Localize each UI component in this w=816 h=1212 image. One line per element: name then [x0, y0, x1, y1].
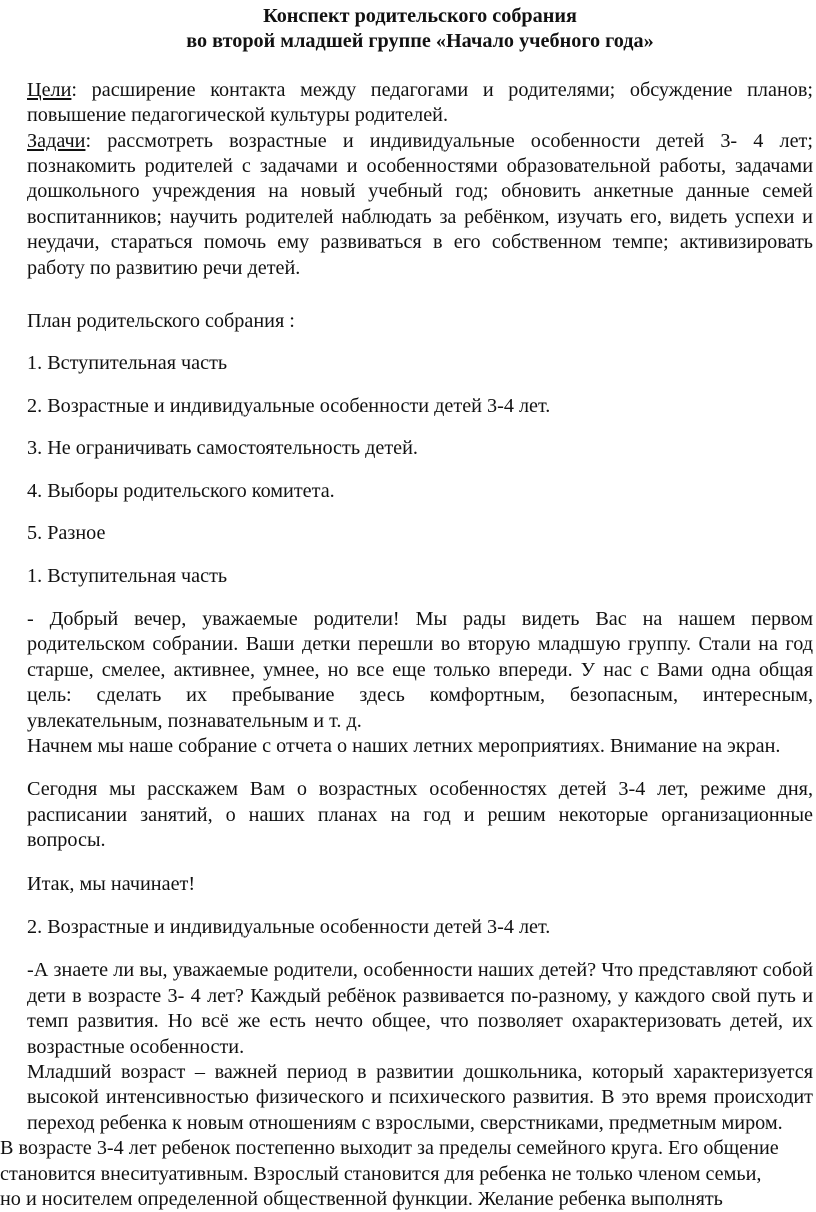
- plan-item-1: 1. Вступительная часть: [27, 352, 228, 375]
- section-1-heading: 1. Вступительная часть: [27, 564, 228, 587]
- tasks-text: : рассмотреть возрастные и индивидуальные особенности детей 3- 4 лет; познакомить родителей с задачами и особенностями образовательной работы, задачами дошкольного учреждения на новый учебный год; обновить анкетные данные семей воспитанников; научить родителей наблюдать за ребёнком, изучать его, видеть успехи и неудачи, стараться помочь ему развиваться в его собственном темпе; активизировать работу по развитию речи детей.: [27, 129, 813, 279]
- section-2-intro: -А знаете ли вы, уважаемые родители, особенности наших детей? Что представляют собой дети в возрасте 3- 4 лет? Каждый ребёнок развивается по-разному, у каждого свой путь и темп развития. Но всё же есть нечто общее, что позволяет охарактеризовать детей, их возрастные особенности.: [27, 959, 813, 1058]
- section-1-greeting: - Добрый вечер, уважаемые родители! Мы рады видеть Вас на нашем первом родительском собрании. Ваши детки перешли во вторую младшую группу. Стали на год старше, смелее, активнее, умнее, но все еще только впереди. У нас с Вами одна общая цель: сделать их пребывание здесь комфортным, безопасным, интересным, увлекательным, познавательным и т. д.: [27, 607, 813, 732]
- section-2-line-2: становится внеситуативным. Взрослый становится для ребенка не только членом семьи,: [0, 1162, 762, 1185]
- plan-item-2: 2. Возрастные и индивидуальные особенности детей 3-4 лет.: [27, 394, 551, 417]
- section-1-start: Итак, мы начинает!: [27, 872, 196, 895]
- document-title: [27, 4, 813, 55]
- plan-heading: План родительского собрания :: [27, 310, 295, 333]
- plan-item-4: 4. Выборы родительского комитета.: [27, 479, 335, 502]
- section-2-heading: 2. Возрастные и индивидуальные особенности детей 3-4 лет.: [27, 915, 551, 938]
- plan-item-5: 5. Разное: [27, 522, 106, 545]
- section-2-line-3: но и носителем определенной общественной функции. Желание ребенка выполнять: [0, 1188, 723, 1211]
- section-1-summer-report: Начнем мы наше собрание с отчета о наших летних мероприятиях. Внимание на экран.: [27, 734, 781, 757]
- section-2-young-age: Младший возраст – важней период в развитии дошкольника, который характеризуется высокой интенсивностью физического и психического развития. В это время происходит переход ребенка к новым отношениям с взрослыми, сверстниками, предметным миром.: [27, 1061, 813, 1134]
- tasks-label: Задачи: [27, 129, 86, 152]
- goals-text: : расширение контакта между педагогами и родителями; обсуждение планов; повышение педагогической культуры родителей.: [27, 78, 813, 127]
- tasks-paragraph: [27, 129, 813, 281]
- title-line-2: во второй младшей группе «Начало учебного года»: [186, 30, 654, 53]
- goals-paragraph: [27, 78, 813, 129]
- title-line-1: Конспект родительского собрания: [263, 5, 577, 27]
- section-2-line-1: В возрасте 3-4 лет ребенок постепенно выходит за пределы семейного круга. Его общение: [0, 1137, 779, 1160]
- section-1-agenda: Сегодня мы расскажем Вам о возрастных особенностях детей 3-4 лет, режиме дня, расписании занятий, о наших планах на год и решим некоторые организационные вопросы.: [27, 778, 813, 852]
- goals-label: Цели: [27, 78, 72, 101]
- plan-item-3: 3. Не ограничивать самостоятельность детей.: [27, 437, 418, 460]
